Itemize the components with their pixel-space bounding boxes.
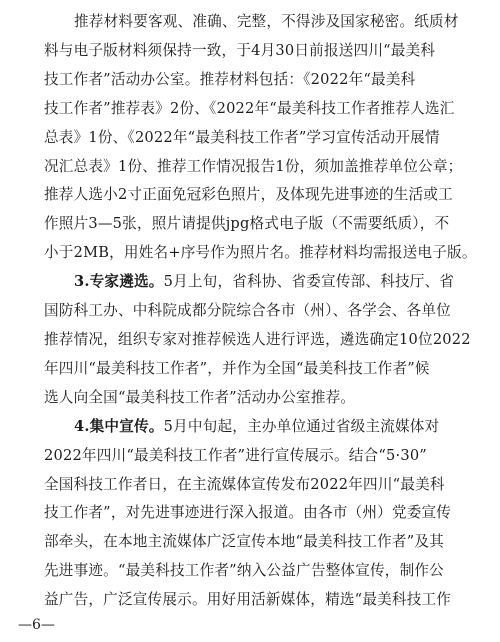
text-line: 益广告，广泛宣传展示。用好用活新媒体，精选“最美科技工作 (44, 591, 452, 609)
text-line: 2022年四川“最美科技工作者”进行宣传展示。结合“5·30” (44, 446, 427, 464)
text-line: 部牵头，在本地主流媒体广泛宣传本地“最美科技工作者”及其 (44, 533, 444, 551)
text-line: 国防科工办、中科院成都分院综合各市（州）、各学会、各单位 (44, 302, 451, 320)
text-line: 小于2MB，用姓名+序号作为照片名。推荐材料均需报送电子版。 (44, 244, 477, 262)
section-heading: 3.专家遴选。 (74, 273, 164, 291)
text-line: 选人向全国“最美科技工作者”活动办公室推荐。 (44, 388, 356, 406)
text-line-content: 5月中旬起，主办单位通过省级主流媒体对 (163, 417, 440, 435)
section-expert-selection (44, 268, 476, 413)
text-line: 技工作者”，对先进事迹进行深入报道。由各市（州）党委宣传 (44, 504, 452, 522)
section-publicity (44, 413, 476, 615)
text-line: 全国科技工作者日，在主流媒体宣传发布2022年四川“最美科 (44, 475, 445, 493)
text-line: 技工作者”推荐表》2份、《2022年“最美科技工作者推荐人选汇 (44, 99, 455, 117)
text-line (44, 413, 476, 442)
text-line: 推荐情况，组织专家对推荐候选人进行评选，遴选确定10位2022 (44, 330, 471, 348)
text-line: 年四川“最美科技工作者”，并作为全国“最美科技工作者”候 (44, 359, 430, 377)
text-line: 作照片3—5张，照片请提供jpg格式电子版（不需要纸质），不 (44, 215, 450, 233)
paragraph-materials (44, 8, 476, 268)
text-line: 推荐人选小2寸正面免冠彩色照片，及体现先进事迹的生活或工 (44, 186, 453, 204)
text-line: 技工作者”活动办公室。推荐材料包括：《2022年“最美科 (44, 70, 416, 88)
text-line: 推荐材料要客观、准确、完整，不得涉及国家秘密。纸质材 (74, 13, 459, 30)
text-line: 况汇总表》1份、推荐工作情况报告1份，须加盖推荐单位公章； (44, 157, 463, 175)
text-line: 总表》1份、《2022年“最美科技工作者”学习宣传活动开展情 (44, 128, 440, 146)
text-line: 先进事迹。“最美科技工作者”纳入公益广告整体宣传，制作公 (44, 562, 444, 580)
document-page (44, 8, 476, 615)
text-line-content: 5月上旬，省科协、省委宣传部、科技厅、省 (163, 273, 455, 291)
section-heading: 4.集中宣传。 (74, 417, 164, 435)
page-number: —6— (18, 617, 55, 633)
text-line (44, 268, 476, 297)
text-line: 料与电子版材料须保持一致，于4月30日前报送四川“最美科 (44, 41, 436, 59)
